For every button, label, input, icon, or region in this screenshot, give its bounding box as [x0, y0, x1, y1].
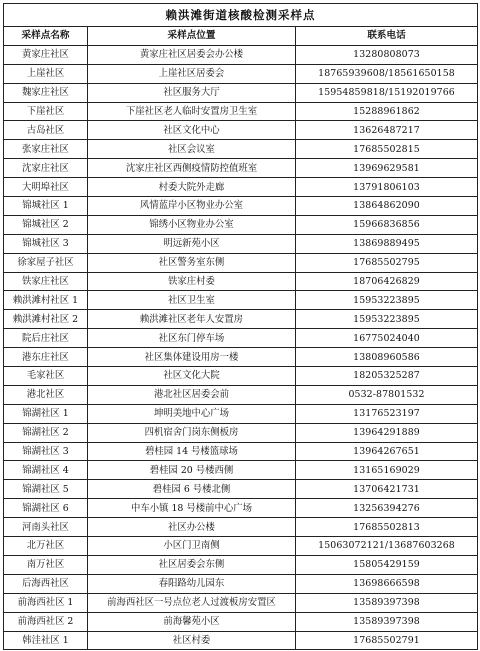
cell-site-location: 社区卫生室: [88, 291, 296, 310]
table-row: [4, 291, 478, 310]
cell-site-name: 赖洪滩村社区 1: [4, 291, 88, 310]
table-row: [4, 159, 478, 178]
cell-phone: 13808960586: [296, 348, 478, 367]
cell-phone: 13176523197: [296, 404, 478, 423]
cell-site-location: 沈家庄社区西侧疫情防控值班室: [88, 159, 296, 178]
cell-site-location: 社区文化中心: [88, 121, 296, 140]
cell-site-name: 沈家庄社区: [4, 159, 88, 178]
cell-phone: 16775024040: [296, 329, 478, 348]
cell-phone: 17685502815: [296, 140, 478, 159]
table-row: [4, 83, 478, 102]
cell-phone: 13698666598: [296, 574, 478, 593]
cell-phone: 15953223895: [296, 291, 478, 310]
table-row: [4, 102, 478, 121]
cell-site-name: 魏家庄社区: [4, 83, 88, 102]
cell-phone: 13964267651: [296, 442, 478, 461]
cell-phone: 13626487217: [296, 121, 478, 140]
cell-site-name: 锦湖社区 1: [4, 404, 88, 423]
cell-site-location: 村委大院外走廊: [88, 178, 296, 197]
cell-phone: 15966836856: [296, 215, 478, 234]
cell-site-location: 社区办公楼: [88, 518, 296, 537]
cell-site-location: 前海西社区一号点位老人过渡板房安置区: [88, 593, 296, 612]
cell-site-location: 上崖社区居委会: [88, 64, 296, 83]
table-row: [4, 423, 478, 442]
cell-site-name: 锦湖社区 6: [4, 499, 88, 518]
header-row: [4, 27, 478, 46]
cell-phone: 13791806103: [296, 178, 478, 197]
table-row: [4, 310, 478, 329]
table-row: [4, 537, 478, 556]
table-row: [4, 64, 478, 83]
cell-site-location: 社区警务室东侧: [88, 253, 296, 272]
cell-site-name: 港北社区: [4, 385, 88, 404]
cell-site-name: 港东庄社区: [4, 348, 88, 367]
cell-site-name: 河南头社区: [4, 518, 88, 537]
cell-site-name: 后海西社区: [4, 574, 88, 593]
cell-site-location: 社区服务大厅: [88, 83, 296, 102]
cell-site-location: 四机宿舍门岗东侧板房: [88, 423, 296, 442]
sampling-point-table: [3, 3, 478, 650]
cell-phone: 0532-87801532: [296, 385, 478, 404]
cell-site-name: 上崖社区: [4, 64, 88, 83]
cell-phone: 13706421731: [296, 480, 478, 499]
cell-site-name: 毛家社区: [4, 367, 88, 386]
cell-site-location: 明远新苑小区: [88, 234, 296, 253]
cell-site-name: 下崖社区: [4, 102, 88, 121]
cell-site-location: 下崖社区老人临时安置房卫生室: [88, 102, 296, 121]
table-row: [4, 404, 478, 423]
cell-site-location: 中车小镇 18 号楼前中心广场: [88, 499, 296, 518]
cell-site-location: 碧桂园 14 号楼篮球场: [88, 442, 296, 461]
table-row: [4, 178, 478, 197]
cell-site-location: 社区集体建设用房一楼: [88, 348, 296, 367]
table-row: [4, 367, 478, 386]
cell-site-name: 韩洼社区 1: [4, 631, 88, 650]
cell-site-location: 社区会议室: [88, 140, 296, 159]
cell-phone: 15953223895: [296, 310, 478, 329]
table-row: [4, 593, 478, 612]
cell-site-location: 港北社区居委会前: [88, 385, 296, 404]
table-row: [4, 234, 478, 253]
cell-phone: 13964291889: [296, 423, 478, 442]
cell-site-name: 赖洪滩村社区 2: [4, 310, 88, 329]
cell-site-location: 春阳路幼儿园东: [88, 574, 296, 593]
cell-site-name: 前海西社区 1: [4, 593, 88, 612]
title-row: [4, 4, 478, 27]
cell-site-name: 锦湖社区 3: [4, 442, 88, 461]
cell-site-location: 社区文化大院: [88, 367, 296, 386]
cell-phone: 18765939608/18561650158: [296, 64, 478, 83]
cell-site-name: 铁家庄社区: [4, 272, 88, 291]
cell-site-location: 小区门卫南侧: [88, 537, 296, 556]
cell-site-name: 徐家屋子社区: [4, 253, 88, 272]
cell-site-location: 锦绣小区物业办公室: [88, 215, 296, 234]
cell-site-name: 张家庄社区: [4, 140, 88, 159]
cell-site-name: 古岛社区: [4, 121, 88, 140]
cell-site-name: 大明埠社区: [4, 178, 88, 197]
cell-site-name: 锦湖社区 5: [4, 480, 88, 499]
cell-site-name: 黄家庄社区: [4, 45, 88, 64]
cell-site-name: 锦湖社区 4: [4, 461, 88, 480]
cell-site-location: 碧桂园 20 号楼西侧: [88, 461, 296, 480]
cell-phone: 17685502813: [296, 518, 478, 537]
cell-phone: 15805429159: [296, 555, 478, 574]
table-row: [4, 442, 478, 461]
cell-phone: 17685502795: [296, 253, 478, 272]
cell-site-name: 院后庄社区: [4, 329, 88, 348]
table-row: [4, 197, 478, 216]
cell-phone: 15954859818/15192019766: [296, 83, 478, 102]
table-row: [4, 385, 478, 404]
cell-phone: 15063072121/13687603268: [296, 537, 478, 556]
cell-site-name: 锦城社区 2: [4, 215, 88, 234]
table-row: [4, 612, 478, 631]
cell-site-location: 社区居委会东侧: [88, 555, 296, 574]
table-row: [4, 480, 478, 499]
cell-site-location: 风情蓝岸小区物业办公室: [88, 197, 296, 216]
cell-site-location: 赖洪滩社区老年人安置房: [88, 310, 296, 329]
table-row: [4, 348, 478, 367]
column-header-phone: 联系电话: [296, 27, 478, 46]
sampling-point-sheet: [3, 3, 477, 650]
cell-phone: 13864862090: [296, 197, 478, 216]
cell-site-location: 社区村委: [88, 631, 296, 650]
cell-site-name: 锦城社区 1: [4, 197, 88, 216]
column-header-location: 采样点位置: [88, 27, 296, 46]
cell-phone: 13256394276: [296, 499, 478, 518]
cell-phone: 13280808073: [296, 45, 478, 64]
table-row: [4, 555, 478, 574]
table-row: [4, 461, 478, 480]
column-header-name: 采样点名称: [4, 27, 88, 46]
cell-phone: 17685502791: [296, 631, 478, 650]
table-row: [4, 631, 478, 650]
table-row: [4, 215, 478, 234]
cell-site-name: 北万社区: [4, 537, 88, 556]
table-row: [4, 518, 478, 537]
table-row: [4, 45, 478, 64]
cell-site-name: 锦城社区 3: [4, 234, 88, 253]
cell-phone: 13969629581: [296, 159, 478, 178]
table-row: [4, 499, 478, 518]
cell-site-location: 碧桂园 6 号楼北侧: [88, 480, 296, 499]
table-row: [4, 574, 478, 593]
table-row: [4, 121, 478, 140]
cell-phone: 18205325287: [296, 367, 478, 386]
table-row: [4, 140, 478, 159]
cell-site-location: 社区东门停车场: [88, 329, 296, 348]
cell-phone: 18706426829: [296, 272, 478, 291]
table-row: [4, 272, 478, 291]
table-row: [4, 253, 478, 272]
cell-site-location: 黄家庄社区居委会办公楼: [88, 45, 296, 64]
cell-phone: 15288961862: [296, 102, 478, 121]
cell-site-location: 铁家庄村委: [88, 272, 296, 291]
cell-phone: 13869889495: [296, 234, 478, 253]
table-body: [4, 45, 478, 650]
table-row: [4, 329, 478, 348]
cell-site-name: 锦湖社区 2: [4, 423, 88, 442]
cell-site-location: 坤明美地中心广场: [88, 404, 296, 423]
table-title: 赖洪滩街道核酸检测采样点: [4, 4, 478, 27]
cell-site-name: 前海西社区 2: [4, 612, 88, 631]
cell-phone: 13165169029: [296, 461, 478, 480]
cell-site-location: 前海馨苑小区: [88, 612, 296, 631]
cell-site-name: 南万社区: [4, 555, 88, 574]
cell-phone: 13589397398: [296, 612, 478, 631]
cell-phone: 13589397398: [296, 593, 478, 612]
